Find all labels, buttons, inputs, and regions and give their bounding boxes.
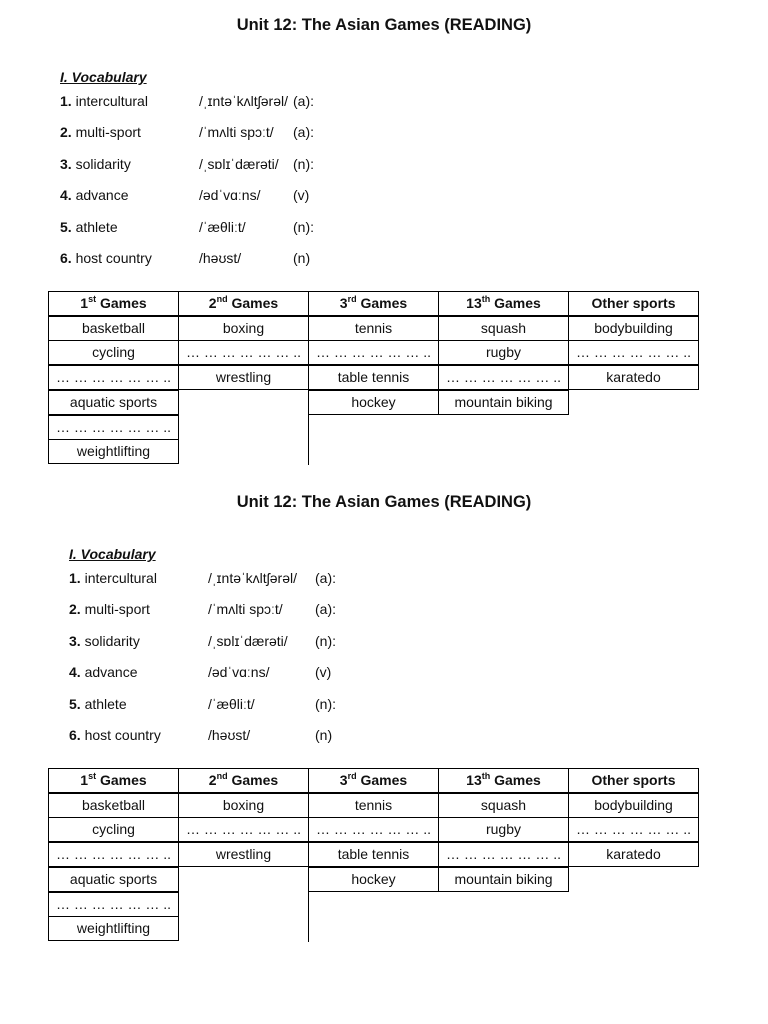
vocab-item (69, 696, 369, 727)
header-ordinal-suffix: st (88, 294, 97, 304)
table-header-cell (438, 768, 569, 793)
vocab-part-of-speech: (n) (293, 249, 311, 266)
vocab-item (60, 187, 360, 218)
vocab-number: 5. (60, 218, 72, 235)
header-number: 3 (339, 295, 348, 311)
vocab-part-of-speech: (a): (315, 570, 336, 586)
table-cell: karatedo (568, 365, 699, 390)
vocab-term-wrap (69, 633, 140, 649)
table-header-cell (438, 291, 569, 316)
vocab-term: advance (75, 187, 129, 204)
table-cell: table tennis (308, 365, 439, 390)
sports-table (48, 291, 699, 465)
vocabulary-list (69, 570, 369, 758)
table-cell: table tennis (308, 842, 439, 867)
header-label: Games (356, 295, 408, 311)
vocab-item (69, 633, 369, 664)
table-cell: … … … … … … .. (178, 340, 309, 365)
header-label: Other sports (591, 772, 676, 788)
header-label: Games (96, 295, 147, 311)
vocab-term-wrap (69, 601, 150, 617)
vocab-term: advance (84, 664, 138, 681)
table-header-cell (568, 291, 699, 316)
vocab-part-of-speech: (v) (315, 664, 332, 681)
vocab-term-wrap (60, 187, 129, 203)
table-cell: rugby (438, 340, 569, 365)
vocab-term: multi-sport (84, 601, 150, 618)
vocab-number: 6. (60, 249, 72, 266)
vocab-term-wrap (60, 156, 131, 172)
header-number: 2 (208, 295, 217, 311)
table-cell: aquatic sports (48, 390, 179, 415)
header-label: Other sports (591, 295, 676, 311)
vocab-item (69, 601, 369, 632)
vocab-pronunciation: /ədˈvɑːns/ (199, 187, 261, 204)
table-cell: … … … … … … .. (308, 340, 439, 365)
vocab-number: 3. (60, 155, 72, 172)
vocabulary-list (60, 93, 360, 281)
table-cell: tennis (308, 316, 439, 341)
header-label: Games (490, 772, 541, 788)
vocab-number: 2. (69, 601, 81, 618)
table-header-cell (308, 768, 439, 793)
vocab-item (60, 93, 360, 124)
vocab-term: intercultural (84, 570, 157, 586)
table-header-cell (48, 291, 179, 316)
vocab-pronunciation: /ˌsɒlɪˈdærəti/ (208, 632, 288, 649)
header-ordinal-suffix: nd (216, 771, 228, 781)
table-header-cell (568, 768, 699, 793)
vocab-term-wrap (60, 93, 148, 109)
table-cell: weightlifting (48, 439, 179, 464)
vocab-term: intercultural (75, 93, 148, 109)
vocab-part-of-speech: (n): (315, 695, 336, 712)
table-cell: … … … … … … .. (48, 365, 179, 390)
vocab-number: 1. (69, 570, 81, 586)
header-number: 2 (208, 772, 217, 788)
vocab-pronunciation: /ədˈvɑːns/ (208, 664, 270, 681)
sports-table (48, 768, 699, 942)
table-cell: basketball (48, 316, 179, 341)
vocab-term-wrap (69, 696, 127, 712)
table-cell: … … … … … … .. (568, 817, 699, 842)
table-cell: bodybuilding (568, 793, 699, 818)
vocab-number: 3. (69, 632, 81, 649)
table-cell: … … … … … … .. (48, 892, 179, 917)
header-label: Games (490, 295, 541, 311)
vocab-term: host country (75, 249, 152, 266)
table-cell: squash (438, 316, 569, 341)
header-label: Games (96, 772, 147, 788)
header-label: Games (227, 295, 279, 311)
header-ordinal-suffix: nd (216, 294, 228, 304)
vocab-number: 4. (60, 187, 72, 204)
vocab-pronunciation: /ˈmʌlti spɔːt/ (208, 601, 283, 618)
header-number: 13 (466, 772, 482, 788)
vocab-term-wrap (69, 570, 157, 586)
table-cell: … … … … … … .. (438, 842, 569, 867)
table-cell: wrestling (178, 365, 309, 390)
vocab-item (60, 124, 360, 155)
vocab-term: athlete (75, 218, 118, 235)
vocab-item (69, 570, 369, 601)
table-cell: cycling (48, 340, 179, 365)
header-number: 3 (339, 772, 348, 788)
table-cell: rugby (438, 817, 569, 842)
header-label: Games (227, 772, 279, 788)
table-cell: cycling (48, 817, 179, 842)
table-cell: … … … … … … .. (48, 842, 179, 867)
table-cell: tennis (308, 793, 439, 818)
vocab-item (60, 156, 360, 187)
vocabulary-heading: I. Vocabulary (60, 69, 147, 85)
vocab-part-of-speech: (v) (293, 187, 310, 204)
vocab-number: 1. (60, 93, 72, 109)
table-cell: boxing (178, 793, 309, 818)
table-cell: weightlifting (48, 916, 179, 941)
table-cell: … … … … … … .. (48, 415, 179, 440)
table-cell: … … … … … … .. (568, 340, 699, 365)
table-cell: karatedo (568, 842, 699, 867)
header-ordinal-suffix: rd (347, 294, 357, 304)
header-number: 1 (80, 772, 89, 788)
table-cell: mountain biking (438, 867, 569, 892)
vocab-pronunciation: /ˌsɒlɪˈdærəti/ (199, 155, 279, 172)
vocab-part-of-speech: (n) (315, 726, 333, 743)
worksheet-section-1 (0, 0, 768, 480)
header-number: 1 (80, 295, 89, 311)
table-cell: … … … … … … .. (178, 817, 309, 842)
vocab-pronunciation: /ˈæθliːt/ (208, 695, 255, 712)
vocab-pronunciation: /həʊst/ (199, 249, 242, 266)
page-title: Unit 12: The Asian Games (READING) (236, 493, 532, 511)
header-ordinal-suffix: th (481, 294, 491, 304)
table-cell: wrestling (178, 842, 309, 867)
table-column-divider (308, 892, 309, 943)
vocab-part-of-speech: (a): (293, 124, 314, 141)
vocab-pronunciation: /ˌɪntəˈkʌltʃərəl/ (208, 570, 298, 586)
vocab-number: 5. (69, 695, 81, 712)
table-header-cell (48, 768, 179, 793)
vocab-item (69, 664, 369, 695)
vocab-term: athlete (84, 695, 127, 712)
vocab-number: 4. (69, 664, 81, 681)
vocab-number: 2. (60, 124, 72, 141)
table-cell: boxing (178, 316, 309, 341)
vocab-item (69, 727, 369, 758)
vocab-part-of-speech: (n): (293, 155, 314, 172)
vocabulary-heading: I. Vocabulary (69, 546, 156, 562)
vocab-part-of-speech: (a): (293, 93, 314, 109)
table-cell: … … … … … … .. (438, 365, 569, 390)
vocab-pronunciation: /ˈæθliːt/ (199, 218, 246, 235)
vocab-term: solidarity (84, 632, 140, 649)
table-cell: … … … … … … .. (308, 817, 439, 842)
vocab-part-of-speech: (n): (315, 632, 336, 649)
table-cell: bodybuilding (568, 316, 699, 341)
vocab-pronunciation: /ˈmʌlti spɔːt/ (199, 124, 274, 141)
vocab-term-wrap (60, 219, 118, 235)
vocab-pronunciation: /həʊst/ (208, 726, 251, 743)
table-cell: hockey (308, 867, 439, 892)
table-cell: basketball (48, 793, 179, 818)
header-label: Games (356, 772, 408, 788)
table-cell: aquatic sports (48, 867, 179, 892)
vocab-term: multi-sport (75, 124, 141, 141)
header-number: 13 (466, 295, 482, 311)
vocab-part-of-speech: (a): (315, 601, 336, 618)
vocab-part-of-speech: (n): (293, 218, 314, 235)
table-column-divider (308, 415, 309, 466)
vocab-number: 6. (69, 726, 81, 743)
vocab-term-wrap (69, 664, 138, 680)
table-header-cell (308, 291, 439, 316)
vocab-pronunciation: /ˌɪntəˈkʌltʃərəl/ (199, 93, 289, 109)
vocab-term-wrap (69, 727, 161, 743)
table-cell: mountain biking (438, 390, 569, 415)
header-ordinal-suffix: th (481, 771, 491, 781)
table-header-cell (178, 768, 309, 793)
vocab-item (60, 250, 360, 281)
vocab-term: solidarity (75, 155, 131, 172)
vocab-term: host country (84, 726, 161, 743)
header-ordinal-suffix: st (88, 771, 97, 781)
page-title: Unit 12: The Asian Games (READING) (236, 16, 532, 34)
table-cell: squash (438, 793, 569, 818)
vocab-term-wrap (60, 124, 141, 140)
header-ordinal-suffix: rd (347, 771, 357, 781)
vocab-item (60, 219, 360, 250)
table-header-cell (178, 291, 309, 316)
worksheet-section-2 (0, 477, 768, 957)
vocab-term-wrap (60, 250, 152, 266)
table-cell: hockey (308, 390, 439, 415)
